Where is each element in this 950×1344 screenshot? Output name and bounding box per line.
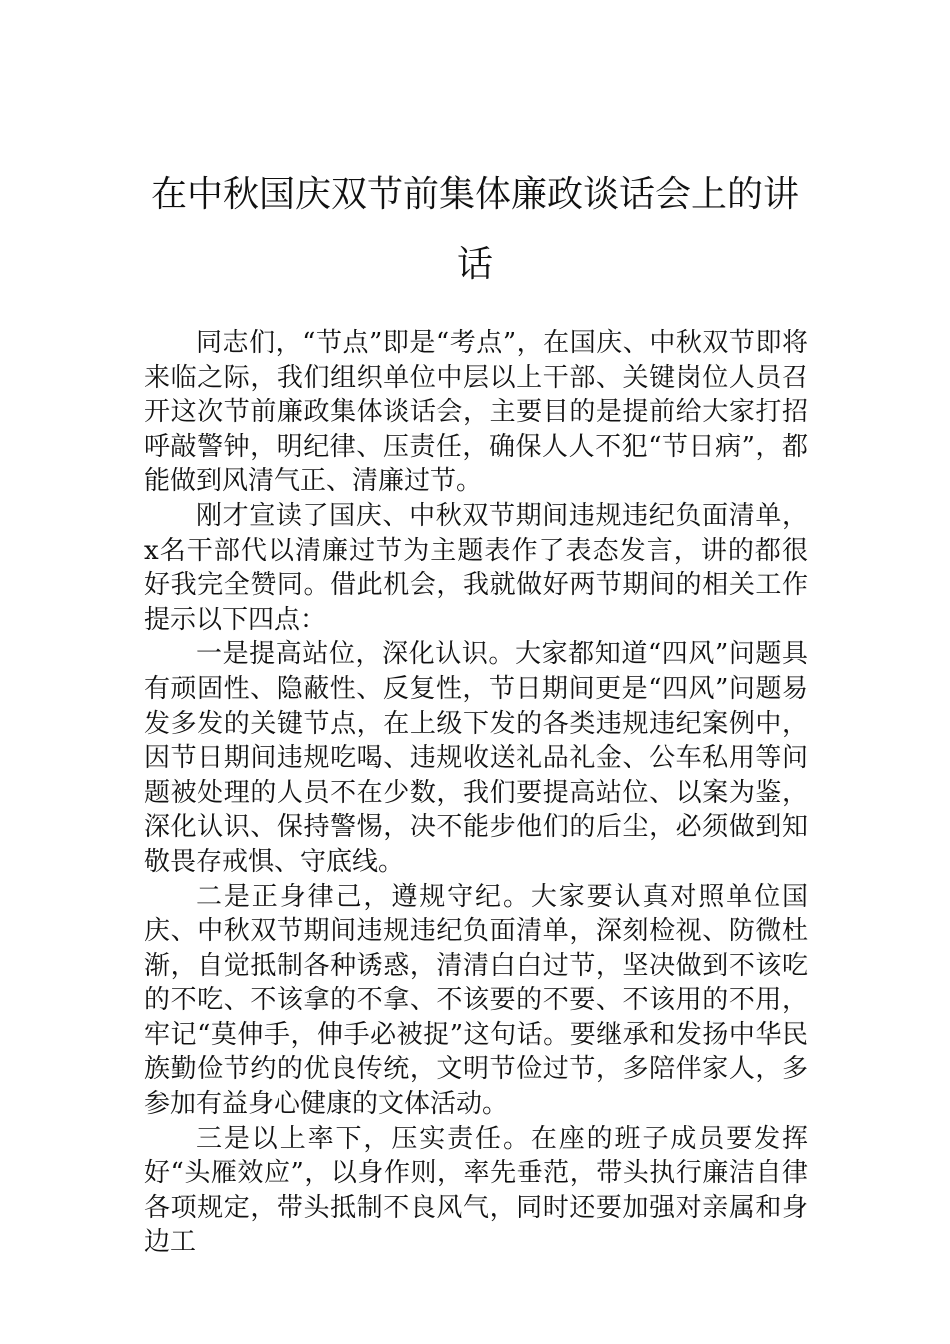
paragraph-point-two: 二是正身律己，遵规守纪。大家要认真对照单位国庆、中秋双节期间违规违纪负面清单，深刻检视、防微杜渐，自觉抵制各种诱惑，清清白白过节，坚决做到不该吃的不吃、不该拿的不拿、不该要的不要、不该用的不用，牢记“莫伸手，伸手必被捉”这句话。要继承和发扬中华民族勤俭节约的优良传统，文明节俭过节，多陪伴家人，多参加有益身心健康的文体活动。 bbox=[144, 881, 808, 1120]
paragraph-intro: 刚才宣读了国庆、中秋双节期间违规违纪负面清单，x名干部代以清廉过节为主题表作了表态发言，讲的都很好我完全赞同。借此机会，我就做好两节期间的相关工作提示以下四点： bbox=[144, 500, 808, 635]
paragraph-point-one: 一是提高站位，深化认识。大家都知道“四风”问题具有顽固性、隐蔽性、反复性，节日期间更是“四风”问题易发多发的关键节点，在上级下发的各类违规违纪案例中，因节日期间违规吃喝、违规收送礼品礼金、公车私用等问题被处理的人员不在少数，我们要提高站位、以案为鉴，深化认识、保持警惕，决不能步他们的后尘，必须做到知敬畏存戒惧、守底线。 bbox=[144, 639, 808, 877]
document-body bbox=[144, 326, 808, 1260]
paragraph-point-three: 三是以上率下，压实责任。在座的班子成员要发挥好“头雁效应”，以身作则，率先垂范，带头执行廉洁自律各项规定，带头抵制不良风气，同时还要加强对亲属和身边工 bbox=[144, 1123, 808, 1258]
paragraph-opening: 同志们，“节点”即是“考点”，在国庆、中秋双节即将来临之际，我们组织单位中层以上干部、关键岗位人员召开这次节前廉政集体谈话会，主要目的是提前给大家打招呼敲警钟，明纪律、压责任，确保人人不犯“节日病”，都能做到风清气正、清廉过节。 bbox=[144, 328, 808, 497]
document-title: 在中秋国庆双节前集体廉政谈话会上的讲话 bbox=[150, 174, 799, 285]
